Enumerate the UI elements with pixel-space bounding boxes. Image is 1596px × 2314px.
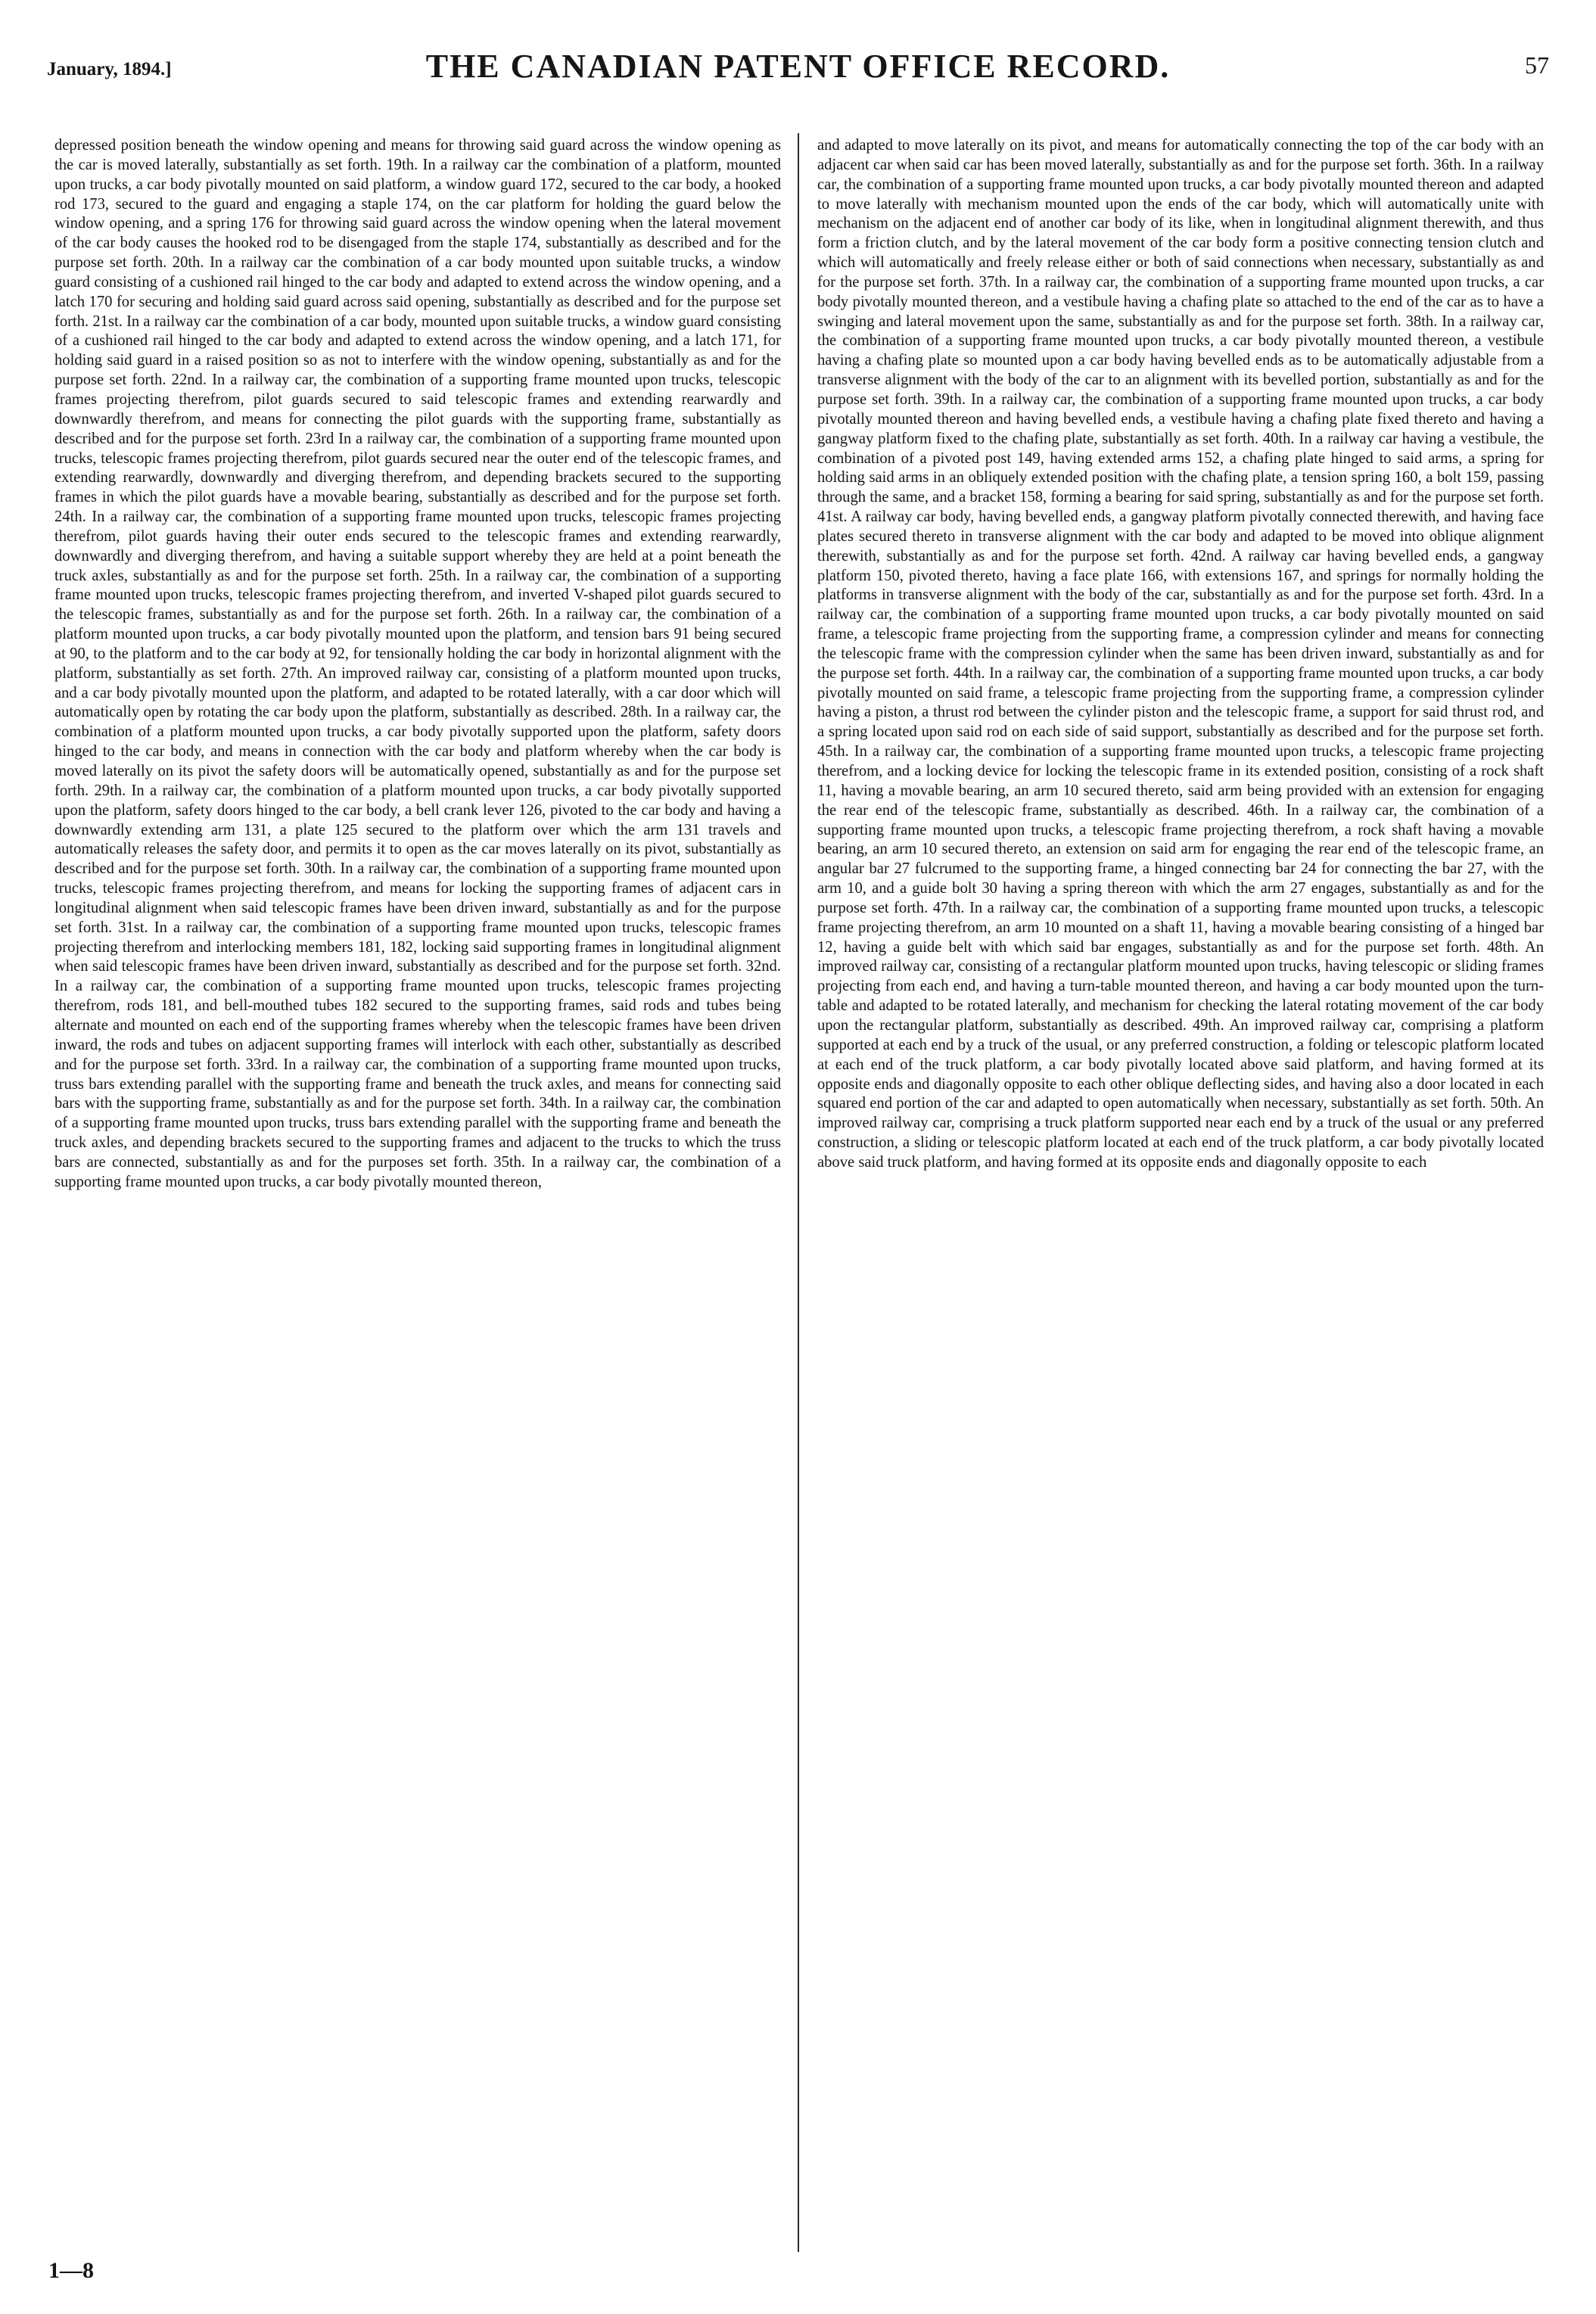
page-header [47, 44, 1549, 104]
column-divider [798, 133, 799, 2252]
header-title: THE CANADIAN PATENT OFFICE RECORD. [425, 48, 1171, 85]
right-column-text: and adapted to move laterally on its pivot, and means for automatically connecting the top of the car body with an adjacent car when said car has been moved laterally, substantially as and for the purpose set forth. 36th. In a railway car, the combination of a supporting frame mounted upon trucks, a car body pivotally mounted thereon and adapted to move laterally with mechanism mounted upon the ends of the car body, which will automatically unite with mechanism on the adjacent end of another car body of its like, when in longitudinal alignment therewith, and thus form a friction clutch, and by the lateral movement of the car body form a positive connecting tension clutch and which will automatically and freely release either or both of said connections when necessary, substantially as and for the purpose set forth. 37th. In a railway car, the combination of a supporting frame mounted upon trucks, a car body pivotally mounted thereon, and a vestibule having a chafing plate so attached to the end of the car as to have a swinging and lateral movement upon the same, substantially as and for the purpose set forth. 38th. In a railway car, the combination of a supporting frame mounted upon trucks, a car body pivotally mounted thereon, a vestibule having a chafing plate so mounted upon a car body having bevelled ends as to be automatically adjustable from a transverse alignment with the body of the car to an alignment with its bevelled portion, substantially as and for the purpose set forth. 39th. In a railway car, the combination of a supporting frame mounted upon trucks, a car body pivotally mounted thereon and having bevelled ends, a vestibule having a chafing plate fixed thereto and having a gangway platform fixed to the chafing plate, substantially as set forth. 40th. In a railway car having a vestibule, the combination of a pivoted post 149, having extended arms 152, a chafing plate hinged to said arms, a spring for holding said arms in an obliquely extended position with the chafing plate, a tension spring 160, a bolt 159, passing through the same, and a bracket 158, forming a bearing for said spring, substantially as and for the purpose set forth. 41st. A railway car body, having bevelled ends, a gangway platform pivotally connected therewith, and having face plates secured thereto in transverse alignment with the car body and adapted to be moved into oblique alignment therewith, substantially as and for the purpose set forth. 42nd. A railway car having bevelled ends, a gangway platform 150, pivoted thereto, having a face plate 166, with extensions 167, and springs for normally holding the platforms in transverse alignment with the body of the car, substantially as and for the purpose set forth. 43rd. In a railway car, the combination of a supporting frame mounted upon trucks, a car body pivotally mounted on said frame, a telescopic frame projecting from the supporting frame, a compression cylinder and means for connecting the telescopic frame with the compression cylinder when the same has been driven inward, substantially as and for the purpose set forth. 44th. In a railway car, the combination of a supporting frame mounted upon trucks, a car body pivotally mounted on said frame, a telescopic frame projecting from the supporting frame, a compression cylinder having a piston, a thrust rod between the cylinder piston and the telescopic frame, a support for said thrust rod, and a spring located upon said rod on each side of said support, substantially as described and for the purpose set forth. 45th. In a railway car, the combination of a supporting frame mounted upon trucks, a telescopic frame projecting therefrom, and a locking device for locking the telescopic frame in its extended position, consisting of a rock shaft 11, having a movable bearing, an arm 10 secured thereto, said arm being provided with an extension for engaging the rear end of the telescopic frame, substantially as described. 46th. In a railway car, the combination of a supporting frame mounted upon trucks, a telescopic frame projecting therefrom, a rock shaft having a movable bearing, an arm 10 secured thereto, an extension on said arm for engaging the rear end of the telescopic frame, an angular bar 27 fulcrumed to the supporting frame, a hinged connecting bar 24 for connecting the bar 27, with the arm 10, and a guide bolt 30 having a spring thereon with which the arm 27 engages, substantially as and for the purpose set forth. 47th. In a railway car, the combination of a supporting frame mounted upon trucks, a telescopic frame projecting therefrom, an arm 10 mounted on a shaft 11, having a movable bearing consisting of a hinged bar 12, having a guide belt with which said bar engages, substantially as and for the purpose set forth. 48th. An improved railway car, consisting of a rectangular platform mounted upon trucks, having telescopic or sliding frames projecting from each end, and having a turn-table mounted thereon, and having a car body mounted upon the turn-table and adapted to be rotated laterally, and mechanism for checking the lateral rotating movement of the car body upon the rectangular platform, substantially as described. 49th. An improved railway car, comprising a platform supported at each end by a truck of the usual, or any preferred construction, a folding or telescopic platform located at each end of the truck platform, a car body pivotally located above said platform, and having formed at its opposite ends and diagonally opposite to each other oblique deflecting sides, and having also a door located in each squared end portion of the car and adapted to open automatically when necessary, substantially as set forth. 50th. An improved railway car, comprising a truck platform supported near each end by a truck of the usual or any preferred construction, a sliding or telescopic platform located at each end of the truck platform, a car body pivotally located above said truck platform, and having formed at its opposite ends and diagonally opposite to each [817, 137, 1544, 1171]
page-number: 57 [1525, 51, 1549, 79]
left-column [54, 136, 781, 2255]
header-date: January, 1894.] [47, 59, 172, 79]
right-column [817, 136, 1544, 2255]
left-column-text: depressed position beneath the window opening and means for throwing said guard across the window opening as the car is moved laterally, substantially as set forth. 19th. In a railway car the combination of a platform, mounted upon trucks, a car body pivotally mounted on said platform, a window guard 172, secured to the car body, a hooked rod 173, secured to the guard and engaging a staple 174, on the car platform for holding the guard below the window opening, and a spring 176 for throwing said guard across the window opening when the lateral movement of the car body causes the hooked rod to be disengaged from the staple 174, substantially as described and for the purpose set forth. 20th. In a railway car the combination of a car body mounted upon suitable trucks, a window guard consisting of a cushioned rail hinged to the car body and adapted to extend across the window opening, and a latch 170 for securing and holding said guard across said opening, substantially as described and for the purpose set forth. 21st. In a railway car the combination of a car body, mounted upon suitable trucks, a window guard consisting of a cushioned rail hinged to the car body and adapted to extend across the window opening, and a latch 171, for holding said guard in a raised position so as not to interfere with the window opening, substantially as and for the purpose set forth. 22nd. In a railway car, the combination of a supporting frame mounted upon trucks, telescopic frames projecting therefrom, pilot guards secured to said telescopic frames and extending rearwardly and downwardly therefrom, and means for connecting the pilot guards with the supporting frame, substantially as described and for the purpose set forth. 23rd In a railway car, the combination of a supporting frame mounted upon trucks, telescopic frames projecting therefrom, pilot guards secured near the outer end of the telescopic frames, and extending rearwardly, downwardly and diverging therefrom, and depending brackets secured to the supporting frames in which the pilot guards have a movable bearing, substantially as described and for the purpose set forth. 24th. In a railway car, the combination of a supporting frame mounted upon trucks, telescopic frames projecting therefrom, pilot guards having their outer ends secured to the telescopic frames and extending rearwardly, downwardly and diverging therefrom, and having a suitable support whereby they are held at a point beneath the truck axles, substantially as and for the purpose set forth. 25th. In a railway car, the combination of a supporting frame mounted upon trucks, telescopic frames projecting therefrom, and inverted V-shaped pilot guards secured to the telescopic frames, substantially as and for the purpose set forth. 26th. In a railway car, the combination of a platform mounted upon trucks, a car body pivotally mounted upon the platform, and tension bars 91 being secured at 90, to the platform and to the car body at 92, for tensionally holding the car body in horizontal alignment with the platform, substantially as set forth. 27th. An improved railway car, consisting of a platform mounted upon trucks, and a car body pivotally mounted upon the platform, and adapted to be rotated laterally, with a car door which will automatically open by rotating the car body upon the platform, substantially as described. 28th. In a railway car, the combination of a platform mounted upon trucks, a car body pivotally supported upon the platform, safety doors hinged to the car body, and means in connection with the car body and platform whereby when the car body is moved laterally on its pivot the safety doors will be automatically opened, substantially as and for the purpose set forth. 29th. In a railway car, the combination of a platform mounted upon trucks, a car body pivotally supported upon the platform, safety doors hinged to the car body, a bell crank lever 126, pivoted to the car body and having a downwardly extending arm 131, a plate 125 secured to the platform over which the arm 131 travels and automatically releases the safety door, and permits it to open as the car moves laterally on its pivot, substantially as described and for the purpose set forth. 30th. In a railway car, the combination of a supporting frame mounted upon trucks, telescopic frames projecting therefrom, and means for locking the supporting frames of adjacent cars in longitudinal alignment when said telescopic frames have been driven inward, substantially as and for the purpose set forth. 31st. In a railway car, the combination of a supporting frame mounted upon trucks, telescopic frames projecting therefrom and interlocking members 181, 182, locking said supporting frames in longitudinal alignment when said telescopic frames have been driven inward, substantially as described and for the purpose set forth. 32nd. In a railway car, the combination of a supporting frame mounted upon trucks, telescopic frames projecting therefrom, rods 181, and bell-mouthed tubes 182 secured to the supporting frames, said rods and tubes being alternate and mounted on each end of the supporting frames whereby when the telescopic frames have been driven inward, the rods and tubes on adjacent supporting frames will interlock with each other, substantially as described and for the purpose set forth. 33rd. In a railway car, the combination of a supporting frame mounted upon trucks, truss bars extending parallel with the supporting frame and beneath the truck axles, and means for connecting said bars with the supporting frame, substantially as and for the purpose set forth. 34th. In a railway car, the combination of a supporting frame mounted upon trucks, truss bars extending parallel with the supporting frame and beneath the truck axles, and depending brackets secured to the supporting frames and adjacent to the trucks to which the truss bars are connected, substantially as and for the purposes set forth. 35th. In a railway car, the combination of a supporting frame mounted upon trucks, a car body pivotally mounted thereon, [54, 137, 781, 1190]
signature-mark: 1—8 [48, 2258, 94, 2283]
